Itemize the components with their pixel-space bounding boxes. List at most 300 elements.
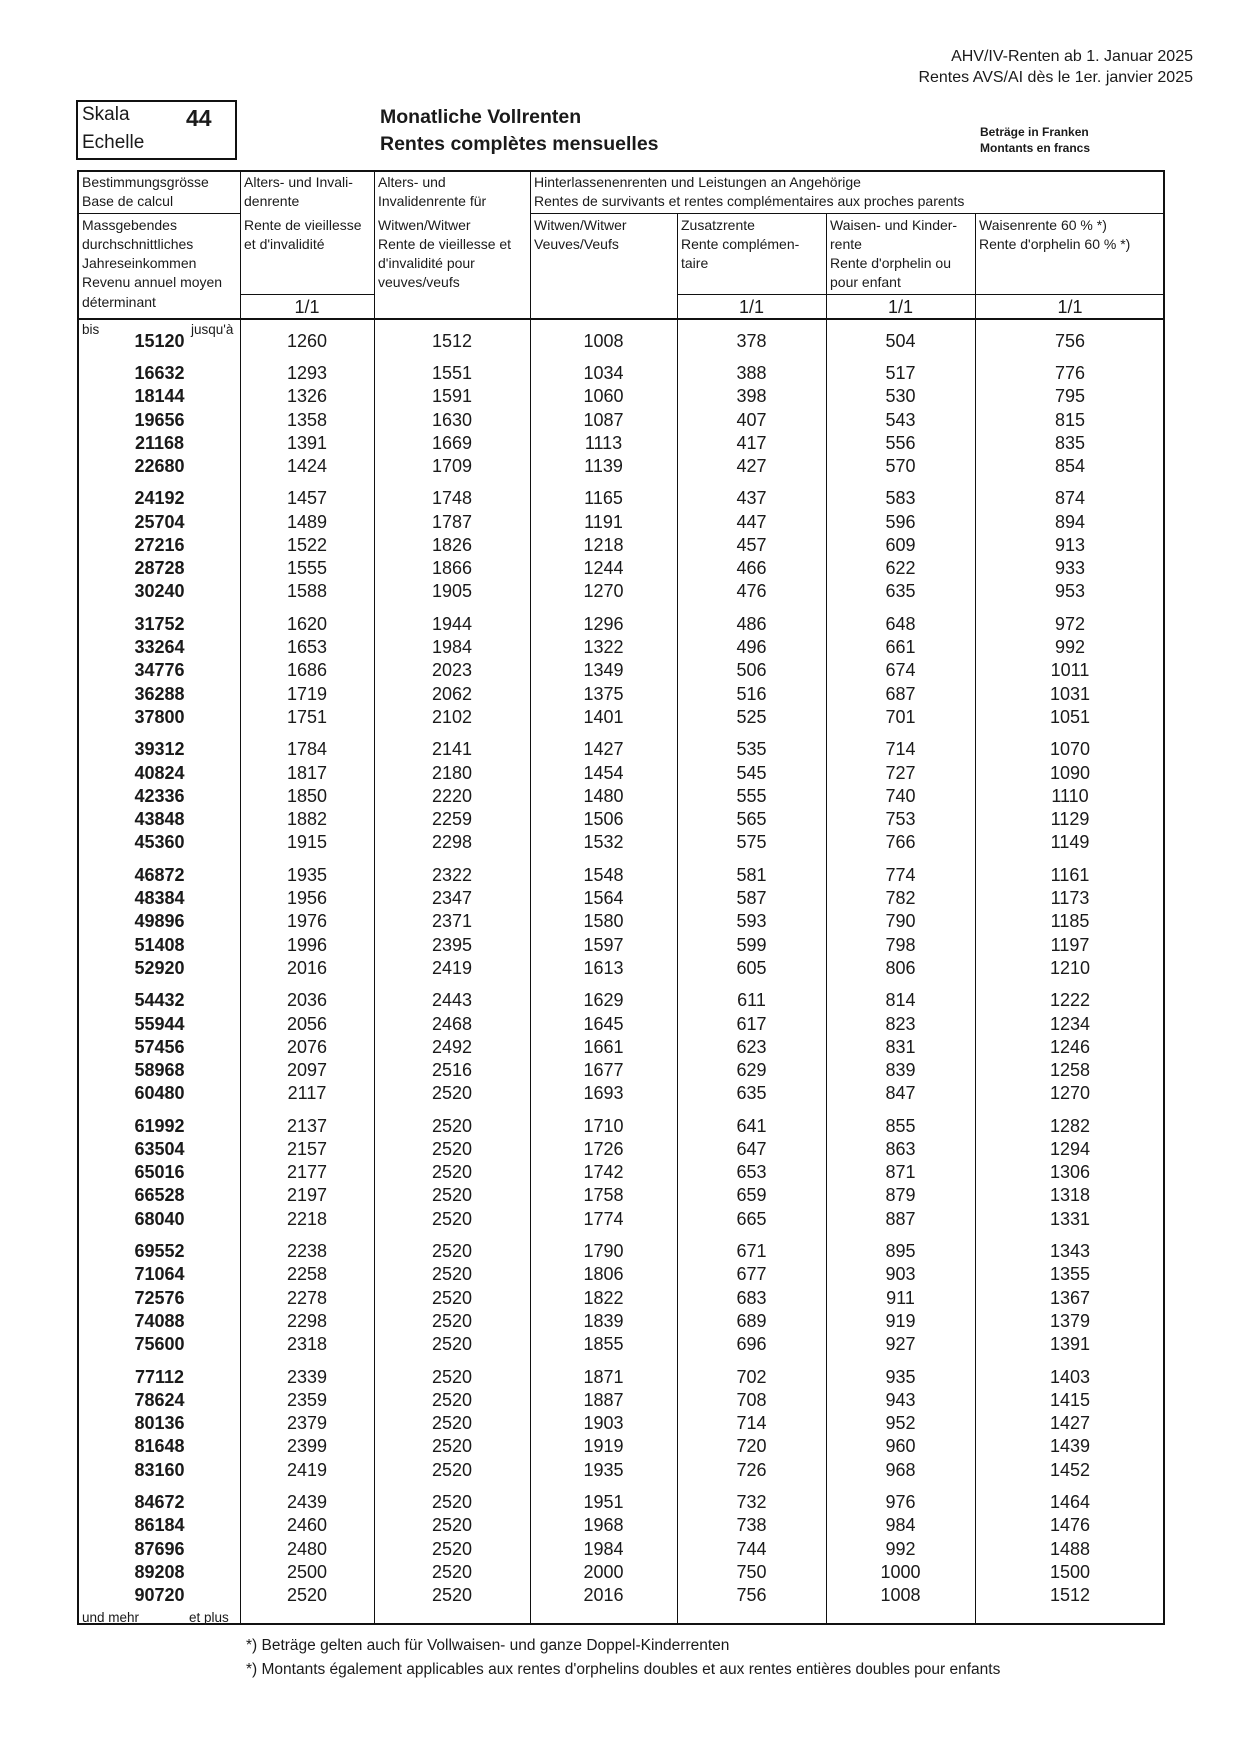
orphan-60-cell: 795 <box>1054 386 1086 407</box>
widow-cell: 1270 <box>583 581 624 602</box>
orphan-child-cell: 661 <box>885 637 916 658</box>
income-cell: 55944 <box>134 1013 185 1034</box>
orphan-child-cell: 790 <box>885 911 916 932</box>
page-title <box>380 104 659 158</box>
old-age-cell: 2238 <box>286 1241 328 1262</box>
old-age-cell: 1935 <box>286 864 328 885</box>
table-row <box>79 1435 1167 1458</box>
supplementary-cell: 506 <box>736 660 767 681</box>
income-cell: 74088 <box>134 1310 185 1331</box>
old-age-header-line: Rente de vieillesse <box>244 217 362 233</box>
supplementary-cell: 555 <box>736 785 767 806</box>
table-row <box>79 1584 1167 1607</box>
table-row <box>79 1036 1167 1059</box>
supplementary-cell: 378 <box>736 331 767 351</box>
old-age-cell: 1653 <box>286 637 328 658</box>
income-cell: 25704 <box>134 511 185 532</box>
table-row <box>79 706 1167 729</box>
supplementary-cell: 738 <box>736 1515 767 1536</box>
widow-old-age-cell: 2520 <box>431 1436 473 1457</box>
widow-cell: 1935 <box>583 1459 624 1480</box>
supplementary-cell: 575 <box>736 832 767 853</box>
widow-old-age-cell: 1512 <box>431 331 473 351</box>
survivors-group-de: Hinterlassenenrenten und Leistungen an Angehörige <box>534 174 861 190</box>
table-row <box>79 1138 1167 1161</box>
orphan-child-cell: 919 <box>885 1310 916 1331</box>
orphan-child-cell: 727 <box>885 762 916 783</box>
widow-old-age-cell: 1787 <box>431 511 473 532</box>
table-row <box>79 1514 1167 1537</box>
orphan-60-cell: 1051 <box>1049 706 1091 727</box>
income-cell: 43848 <box>134 809 185 830</box>
income-cell: 66528 <box>134 1185 185 1206</box>
income-cell: 28728 <box>134 558 185 579</box>
old-age-cell: 2460 <box>286 1515 328 1536</box>
old-age-cell: 2480 <box>286 1538 328 1559</box>
table-row <box>79 1389 1167 1412</box>
table-row <box>79 762 1167 785</box>
supplementary-cell: 388 <box>736 363 767 383</box>
old-age-cell: 1555 <box>286 558 328 579</box>
widow-cell: 1645 <box>583 1013 624 1034</box>
supplementary-cell: 593 <box>736 911 767 932</box>
orphan-child-cell: 570 <box>885 456 916 476</box>
income-cell: 68040 <box>134 1208 185 1229</box>
orphan-60-header-line: Rente d'orphelin 60 % *) <box>979 236 1131 252</box>
widow-old-age-cell: 1709 <box>431 456 473 476</box>
widow-cell: 1790 <box>583 1241 624 1262</box>
orphan-child-cell: 839 <box>885 1060 916 1080</box>
orphan-60-cell: 1439 <box>1049 1436 1091 1457</box>
supplementary-cell: 516 <box>736 683 767 704</box>
supplementary-cell: 581 <box>736 864 767 885</box>
table-row <box>79 1115 1167 1138</box>
table-row <box>79 1538 1167 1561</box>
income-cell: 72576 <box>134 1287 185 1308</box>
supplementary-cell: 599 <box>736 934 767 955</box>
orphan-60-cell: 1161 <box>1050 864 1090 885</box>
orphan-60-cell: 1031 <box>1049 683 1091 704</box>
orphan-child-cell: 622 <box>885 558 916 579</box>
widow-cell: 1113 <box>584 432 623 453</box>
supplementary-cell: 457 <box>736 534 767 555</box>
widow-cell: 1034 <box>583 363 624 383</box>
orphan-child-header-line: Rente d'orphelin ou <box>830 255 951 271</box>
widow-cell: 1839 <box>583 1310 624 1331</box>
widow-cell: 1887 <box>583 1389 624 1410</box>
widow-old-age-cell: 2520 <box>431 1561 473 1582</box>
widow-cell: 1597 <box>583 934 624 955</box>
orphan-60-cell: 1427 <box>1049 1413 1091 1434</box>
widow-cell: 1580 <box>583 911 624 932</box>
old-age-cell: 2218 <box>286 1208 328 1229</box>
widow-cell: 1984 <box>583 1538 624 1559</box>
widow-cell: 1165 <box>584 488 623 509</box>
orphan-child-cell: 687 <box>885 683 916 704</box>
widow-cell: 1401 <box>583 706 624 727</box>
income-cell: 75600 <box>134 1334 185 1355</box>
income-cell: 24192 <box>134 488 185 509</box>
orphan-60-cell: 1476 <box>1049 1515 1091 1536</box>
orphan-child-cell: 635 <box>885 581 916 602</box>
widow-old-age-cell: 2520 <box>431 1287 473 1308</box>
income-cell: 87696 <box>134 1538 185 1559</box>
income-cell: 49896 <box>134 911 185 932</box>
widow-old-age-cell: 1866 <box>431 558 473 579</box>
supplementary-cell: 756 <box>736 1585 767 1606</box>
widow-old-age-cell: 2520 <box>431 1389 473 1410</box>
income-cell: 77112 <box>134 1366 185 1387</box>
widow-old-age-cell: 1669 <box>431 432 473 453</box>
supplementary-cell: 744 <box>736 1538 767 1559</box>
orphan-60-cell: 972 <box>1054 613 1086 634</box>
orphan-child-cell: 674 <box>885 660 916 681</box>
income-cell: 34776 <box>134 660 185 681</box>
base-desc-line: Revenu annuel moyen <box>82 274 223 290</box>
orphan-child-cell: 740 <box>885 785 916 806</box>
base-desc-line: Massgebendes <box>82 217 177 233</box>
income-cell: 65016 <box>134 1162 185 1183</box>
widow-old-age-cell: 2062 <box>431 683 473 704</box>
orphan-child-cell: 879 <box>885 1185 916 1206</box>
old-age-cell: 1915 <box>286 832 328 853</box>
orphan-60-cell: 913 <box>1054 534 1086 555</box>
orphan-child-cell: 648 <box>885 613 916 634</box>
supplementary-cell: 437 <box>736 488 767 509</box>
currency-note <box>980 124 1090 156</box>
old-age-cell: 1260 <box>286 331 328 351</box>
base-desc-line: durchschnittliches <box>82 236 194 252</box>
orphan-child-cell: 935 <box>885 1366 916 1387</box>
old-age-cell: 2500 <box>286 1561 328 1582</box>
supplementary-cell: 732 <box>736 1492 767 1513</box>
old-age-cell: 1751 <box>286 706 328 727</box>
table-row <box>79 864 1167 887</box>
widow-old-age-cell: 1551 <box>431 363 473 383</box>
table-row <box>79 1208 1167 1231</box>
supplementary-header-line: Rente complémen- <box>681 236 800 252</box>
widow-old-age-cell: 2102 <box>431 706 473 727</box>
orphan-60-cell: 1306 <box>1049 1162 1091 1183</box>
income-cell: 27216 <box>134 534 185 555</box>
old-age-cell: 2036 <box>286 990 328 1011</box>
orphan-child-cell: 855 <box>885 1115 916 1136</box>
table-row <box>79 613 1167 636</box>
income-cell: 39312 <box>134 739 185 760</box>
orphan-60-cell: 1379 <box>1049 1310 1091 1331</box>
widow-cell: 1218 <box>583 534 624 555</box>
widow-old-age-cell: 2443 <box>431 990 473 1011</box>
widow-cell: 1742 <box>583 1162 624 1183</box>
widow-cell: 1191 <box>584 511 623 532</box>
widow-old-age-header-line: Rente de vieillesse et <box>378 236 512 252</box>
supplementary-cell: 486 <box>736 613 767 634</box>
supplementary-cell: 545 <box>736 762 767 783</box>
widow-cell: 1710 <box>583 1115 624 1136</box>
orphan-child-cell: 753 <box>885 809 916 830</box>
orphan-child-cell: 887 <box>885 1208 916 1229</box>
orphan-child-cell: 798 <box>885 934 916 955</box>
income-cell: 51408 <box>134 934 185 955</box>
row-divider <box>79 213 240 214</box>
orphan-child-cell: 943 <box>885 1389 916 1410</box>
orphan-60-cell: 992 <box>1054 637 1086 658</box>
income-cell: 60480 <box>134 1083 185 1104</box>
orphan-child-cell: 847 <box>885 1083 916 1104</box>
income-cell: 58968 <box>134 1060 185 1080</box>
old-age-cell: 1588 <box>286 581 328 602</box>
orphan-child-cell: 968 <box>885 1459 916 1480</box>
orphan-child-cell: 895 <box>885 1241 916 1262</box>
old-age-header-line: denrente <box>244 193 300 209</box>
orphan-60-cell: 1294 <box>1049 1138 1091 1159</box>
old-age-cell: 2278 <box>286 1287 328 1308</box>
orphan-child-cell: 831 <box>885 1036 916 1057</box>
income-cell: 83160 <box>134 1459 185 1480</box>
table-row <box>79 1561 1167 1584</box>
widow-old-age-cell: 2259 <box>431 809 473 830</box>
supplementary-cell: 750 <box>736 1561 767 1582</box>
supplementary-cell: 535 <box>736 739 767 760</box>
income-cell: 57456 <box>134 1036 185 1057</box>
supplementary-cell: 629 <box>736 1060 767 1080</box>
supplementary-cell: 427 <box>736 456 767 476</box>
orphan-60-cell: 1185 <box>1050 911 1090 932</box>
supplementary-cell: 677 <box>736 1264 767 1285</box>
widow-cell: 1532 <box>583 832 624 853</box>
widow-cell: 2000 <box>583 1561 624 1582</box>
orphan-child-cell: 806 <box>885 957 916 978</box>
table-row <box>79 1059 1167 1082</box>
orphan-child-cell: 609 <box>885 534 916 555</box>
orphan-60-cell: 1415 <box>1049 1389 1091 1410</box>
supplementary-cell: 417 <box>736 432 767 453</box>
orphan-child-cell: 927 <box>885 1334 916 1355</box>
widow-header-line: Veuves/Veufs <box>534 236 619 252</box>
income-cell: 86184 <box>134 1515 185 1536</box>
scale-label-de: Skala <box>82 104 130 125</box>
footnote-de: *) Beträge gelten auch für Vollwaisen- und ganze Doppel-Kinderrenten <box>246 1637 730 1654</box>
income-cell: 81648 <box>134 1436 185 1457</box>
orphan-60-cell: 1149 <box>1050 832 1090 853</box>
supplementary-cell: 496 <box>736 637 767 658</box>
old-age-cell: 2399 <box>286 1436 328 1457</box>
scale-number: 44 <box>186 105 212 131</box>
supplementary-cell: 714 <box>736 1413 767 1434</box>
orphan-child-cell: 952 <box>885 1413 916 1434</box>
orphan-60-cell: 854 <box>1054 456 1086 476</box>
widow-cell: 1758 <box>583 1185 624 1206</box>
orphan-60-header-line: Waisenrente 60 % *) <box>979 217 1107 233</box>
table-row <box>79 557 1167 580</box>
supplementary-cell: 647 <box>736 1138 767 1159</box>
table-row <box>79 1082 1167 1105</box>
base-header-de: Bestimmungsgrösse <box>82 174 209 190</box>
widow-old-age-cell: 1826 <box>431 534 473 555</box>
orphan-60-cell: 953 <box>1054 581 1086 602</box>
income-cell: 30240 <box>134 581 185 602</box>
income-cell: 80136 <box>134 1413 185 1434</box>
supplementary-header-line: taire <box>681 255 709 271</box>
supplementary-cell: 708 <box>736 1389 767 1410</box>
orphan-child-cell: 517 <box>885 363 916 383</box>
old-age-cell: 2318 <box>286 1334 328 1355</box>
widow-cell: 1822 <box>583 1287 624 1308</box>
widow-old-age-cell: 1630 <box>431 409 473 430</box>
orphan-60-cell: 1318 <box>1049 1185 1091 1206</box>
widow-old-age-cell: 2371 <box>431 911 473 932</box>
widow-cell: 1427 <box>583 739 624 760</box>
orphan-child-cell: 814 <box>885 990 916 1011</box>
widow-cell: 1480 <box>583 785 624 806</box>
table-row <box>79 1412 1167 1435</box>
pension-table <box>77 170 1165 1625</box>
supplementary-cell: 605 <box>736 957 767 978</box>
widow-old-age-cell: 2180 <box>431 762 473 783</box>
supplementary-cell: 641 <box>736 1115 767 1136</box>
widow-cell: 1349 <box>583 660 624 681</box>
widow-cell: 1919 <box>583 1436 624 1457</box>
orphan-child-cell: 911 <box>886 1287 915 1308</box>
table-row <box>79 1263 1167 1286</box>
table-row <box>79 957 1167 980</box>
supplementary-cell: 617 <box>736 1013 767 1034</box>
widow-cell: 1726 <box>583 1138 624 1159</box>
supplementary-cell: 407 <box>736 409 767 430</box>
widow-cell: 1774 <box>583 1208 624 1229</box>
supplementary-cell: 466 <box>736 558 767 579</box>
title-de: Monatliche Vollrenten <box>380 106 582 128</box>
orphan-child-cell: 714 <box>885 739 916 760</box>
orphan-60-cell: 1110 <box>1051 785 1089 806</box>
orphan-60-cell: 1129 <box>1050 809 1090 830</box>
orphan-60-cell: 776 <box>1054 363 1086 383</box>
widow-old-age-cell: 1944 <box>431 613 473 634</box>
table-row <box>79 1366 1167 1389</box>
supplementary-cell: 447 <box>736 511 767 532</box>
table-row <box>79 887 1167 910</box>
row-divider <box>530 213 1165 214</box>
orphan-child-cell: 701 <box>885 706 916 727</box>
table-row <box>79 1184 1167 1207</box>
widow-cell: 1244 <box>583 558 624 579</box>
orphan-60-cell: 1090 <box>1049 762 1091 783</box>
widow-old-age-cell: 1748 <box>431 488 473 509</box>
table-row <box>79 1287 1167 1310</box>
supplementary-fraction: 1/1 <box>738 297 765 317</box>
income-cell: 15120 <box>134 331 185 351</box>
orphan-child-cell: 596 <box>885 511 916 532</box>
widow-cell: 1564 <box>583 888 624 909</box>
table-row <box>79 785 1167 808</box>
widow-cell: 1454 <box>583 762 624 783</box>
income-cell: 52920 <box>134 957 185 978</box>
widow-cell: 1855 <box>583 1334 624 1355</box>
orphan-child-cell: 984 <box>885 1515 916 1536</box>
income-cell: 63504 <box>134 1138 185 1159</box>
table-row <box>79 934 1167 957</box>
widow-old-age-header-line: d'invalidité pour <box>378 255 475 271</box>
widow-old-age-cell: 2520 <box>431 1459 473 1480</box>
supplementary-cell: 720 <box>736 1436 767 1457</box>
orphan-60-cell: 894 <box>1054 511 1086 532</box>
old-age-cell: 1457 <box>286 488 328 509</box>
old-age-cell: 2379 <box>286 1413 328 1434</box>
supplementary-cell: 665 <box>736 1208 767 1229</box>
widow-old-age-header-line: veuves/veufs <box>378 274 460 290</box>
widow-old-age-cell: 2395 <box>431 934 473 955</box>
old-age-cell: 1686 <box>286 660 328 681</box>
orphan-60-cell: 1246 <box>1049 1036 1091 1057</box>
table-row <box>79 330 1167 353</box>
orphan-60-cell: 1500 <box>1049 1561 1091 1582</box>
old-age-cell: 1620 <box>286 613 328 634</box>
orphan-60-cell: 933 <box>1054 558 1086 579</box>
orphan-child-cell: 992 <box>885 1538 916 1559</box>
supplementary-cell: 565 <box>736 809 767 830</box>
orphan-60-cell: 1173 <box>1050 888 1090 909</box>
supplementary-header-line: Zusatzrente <box>681 217 755 233</box>
widow-old-age-cell: 2520 <box>431 1162 473 1183</box>
orphan-60-cell: 835 <box>1054 432 1086 453</box>
scale-box <box>76 100 237 160</box>
widow-cell: 1629 <box>583 990 624 1011</box>
old-age-cell: 2197 <box>286 1185 328 1206</box>
orphan-child-header-line: pour enfant <box>830 274 901 290</box>
widow-header-line: Witwen/Witwer <box>534 217 627 233</box>
widow-old-age-cell: 2520 <box>431 1083 473 1104</box>
orphan-child-cell: 863 <box>885 1138 916 1159</box>
old-age-cell: 2016 <box>286 957 328 978</box>
income-cell: 71064 <box>134 1264 185 1285</box>
widow-cell: 1322 <box>583 637 624 658</box>
widow-old-age-cell: 1591 <box>431 386 473 407</box>
orphan-child-header-line: rente <box>830 236 862 252</box>
orphan-60-cell: 1464 <box>1049 1492 1091 1513</box>
widow-old-age-header-line: Alters- und <box>378 174 446 190</box>
old-age-cell: 2157 <box>286 1138 328 1159</box>
orphan-child-cell: 871 <box>885 1162 916 1183</box>
widow-cell: 1871 <box>583 1366 624 1387</box>
old-age-cell: 1391 <box>286 432 328 453</box>
income-cell: 22680 <box>134 456 185 476</box>
supplementary-cell: 683 <box>736 1287 767 1308</box>
supplementary-cell: 696 <box>736 1334 767 1355</box>
old-age-cell: 2439 <box>286 1492 328 1513</box>
orphan-60-cell: 1258 <box>1049 1060 1091 1080</box>
widow-old-age-cell: 2520 <box>431 1264 473 1285</box>
old-age-cell: 2298 <box>286 1310 328 1331</box>
old-age-header-line: Alters- und Invali- <box>244 174 353 190</box>
old-age-cell: 2520 <box>286 1585 328 1606</box>
income-cell: 54432 <box>134 990 185 1011</box>
widow-old-age-cell: 2520 <box>431 1515 473 1536</box>
base-desc-line: Jahreseinkommen <box>82 255 197 271</box>
old-age-fraction: 1/1 <box>294 297 320 317</box>
orphan-child-cell: 543 <box>885 409 916 430</box>
widow-old-age-header-line: Invalidenrente für <box>378 193 487 209</box>
widow-cell: 1903 <box>583 1413 624 1434</box>
table-row <box>79 1240 1167 1263</box>
income-cell: 46872 <box>134 864 185 885</box>
widow-old-age-cell: 2468 <box>431 1013 473 1034</box>
table-row <box>79 409 1167 432</box>
widow-old-age-cell: 2141 <box>431 739 473 760</box>
income-cell: 21168 <box>134 432 185 453</box>
widow-old-age-cell: 2520 <box>431 1366 473 1387</box>
widow-old-age-cell: 2492 <box>431 1036 473 1057</box>
orphan-child-cell: 823 <box>885 1013 916 1034</box>
